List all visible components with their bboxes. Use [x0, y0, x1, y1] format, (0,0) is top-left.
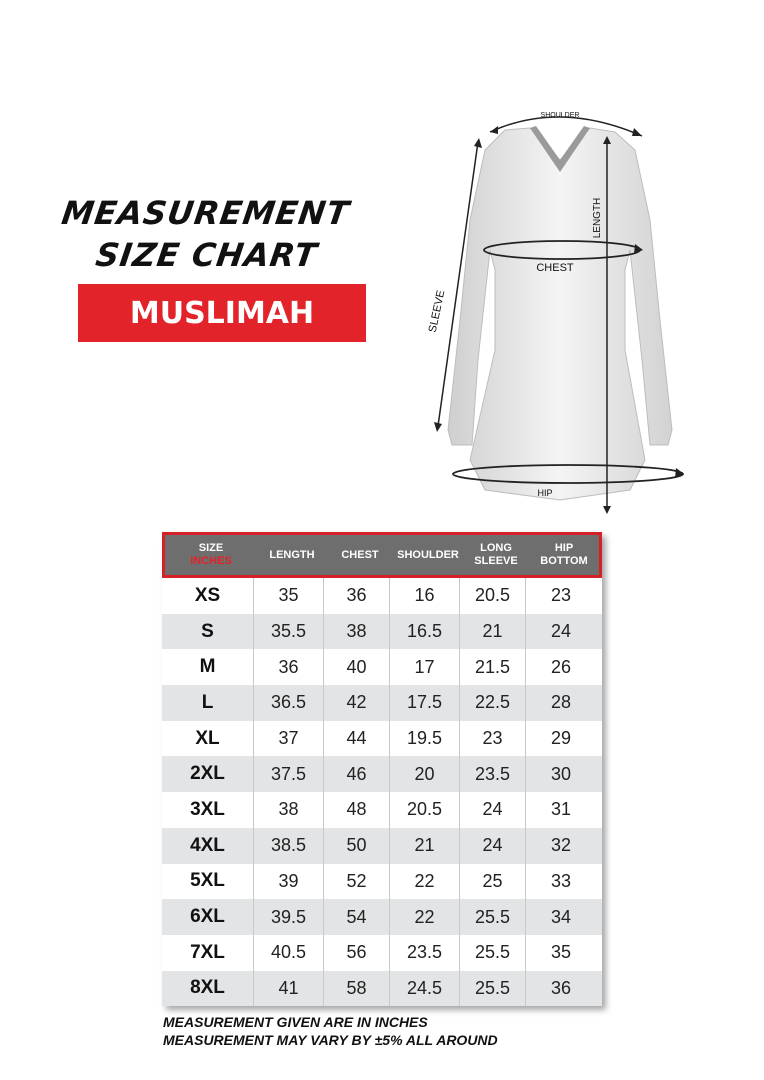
table-row — [162, 792, 602, 828]
header-size-label: SIZE — [198, 542, 224, 554]
cell-shoulder: 21 — [390, 828, 460, 864]
cell-length: 36.5 — [254, 685, 324, 721]
sleeve-label: SLEEVE — [426, 289, 448, 334]
header-chest: CHEST — [341, 548, 379, 561]
cell-shoulder: 24.5 — [390, 971, 460, 1007]
cell-shoulder: 20 — [390, 756, 460, 792]
cell-size: 5XL — [162, 864, 254, 900]
table-row — [162, 899, 602, 935]
cell-chest: 52 — [324, 864, 390, 900]
table-row — [162, 614, 602, 650]
header-inches-label: INCHES — [190, 555, 232, 567]
header-sleeve-label: SLEEVE — [474, 555, 518, 567]
cell-shoulder: 16.5 — [390, 614, 460, 650]
cell-size: M — [162, 649, 254, 685]
table-header — [162, 532, 602, 578]
cell-size: 6XL — [162, 899, 254, 935]
cell-chest: 46 — [324, 756, 390, 792]
chest-label: CHEST — [536, 262, 574, 274]
cell-shoulder: 23.5 — [390, 935, 460, 971]
cell-long-sleeve: 23.5 — [460, 756, 526, 792]
cell-hip-bottom: 32 — [550, 835, 572, 856]
cell-chest: 50 — [324, 828, 390, 864]
note-variance: MEASUREMENT MAY VARY BY ±5% ALL AROUND — [163, 1032, 498, 1048]
title-size-chart: SIZE CHART — [93, 236, 320, 274]
cell-chest: 36 — [324, 578, 390, 614]
cell-chest: 54 — [324, 899, 390, 935]
cell-hip-bottom: 29 — [550, 728, 572, 749]
header-length: LENGTH — [269, 548, 315, 561]
cell-hip-bottom: 26 — [550, 656, 572, 677]
cell-size: 8XL — [162, 971, 254, 1007]
cell-size: XL — [162, 721, 254, 757]
header-size — [165, 535, 257, 575]
header-long-sleeve — [463, 535, 529, 575]
cell-length: 39.5 — [254, 899, 324, 935]
table-row — [162, 971, 602, 1007]
category-badge: MUSLIMAH — [78, 284, 366, 342]
header-shoulder: SHOULDER — [397, 548, 459, 561]
cell-shoulder: 17.5 — [390, 685, 460, 721]
cell-chest: 44 — [324, 721, 390, 757]
garment-diagram — [410, 100, 710, 520]
cell-chest: 48 — [324, 792, 390, 828]
cell-long-sleeve: 25 — [460, 864, 526, 900]
table-body — [162, 578, 602, 1006]
cell-chest: 38 — [324, 614, 390, 650]
cell-length: 40.5 — [254, 935, 324, 971]
cell-hip-bottom: 30 — [550, 763, 572, 784]
title-measurement: MEASUREMENT — [59, 194, 352, 232]
cell-long-sleeve: 21 — [460, 614, 526, 650]
cell-shoulder: 19.5 — [390, 721, 460, 757]
cell-size: XS — [162, 578, 254, 614]
header-hip-bottom — [529, 535, 599, 575]
cell-length: 38 — [254, 792, 324, 828]
cell-long-sleeve: 25.5 — [460, 899, 526, 935]
dress-body-shape — [448, 128, 672, 500]
cell-length: 41 — [254, 971, 324, 1007]
table-row — [162, 578, 602, 614]
cell-shoulder: 22 — [390, 899, 460, 935]
cell-chest: 42 — [324, 685, 390, 721]
table-row — [162, 721, 602, 757]
header-hip-label: HIP — [554, 542, 574, 554]
table-row — [162, 864, 602, 900]
cell-shoulder: 20.5 — [390, 792, 460, 828]
cell-chest: 40 — [324, 649, 390, 685]
cell-long-sleeve: 21.5 — [460, 649, 526, 685]
cell-hip-bottom: 34 — [550, 906, 572, 927]
cell-size: L — [162, 685, 254, 721]
cell-length: 38.5 — [254, 828, 324, 864]
cell-long-sleeve: 24 — [460, 828, 526, 864]
cell-size: 4XL — [162, 828, 254, 864]
cell-length: 39 — [254, 864, 324, 900]
cell-long-sleeve: 25.5 — [460, 935, 526, 971]
cell-size: 3XL — [162, 792, 254, 828]
hip-label: HIP — [537, 488, 553, 498]
cell-long-sleeve: 23 — [460, 721, 526, 757]
cell-hip-bottom: 24 — [550, 621, 572, 642]
header-long-label: LONG — [480, 542, 512, 554]
cell-hip-bottom: 36 — [550, 977, 572, 998]
cell-shoulder: 16 — [390, 578, 460, 614]
length-label: LENGTH — [592, 197, 603, 239]
table-row — [162, 649, 602, 685]
header-bottom-label: BOTTOM — [540, 555, 588, 567]
table-row — [162, 685, 602, 721]
cell-long-sleeve: 25.5 — [460, 971, 526, 1007]
cell-length: 36 — [254, 649, 324, 685]
shoulder-label: SHOULDER — [540, 112, 580, 119]
table-row — [162, 935, 602, 971]
cell-hip-bottom: 28 — [550, 692, 572, 713]
cell-length: 37 — [254, 721, 324, 757]
cell-size: 7XL — [162, 935, 254, 971]
cell-size: 2XL — [162, 756, 254, 792]
table-row — [162, 828, 602, 864]
cell-shoulder: 17 — [390, 649, 460, 685]
cell-shoulder: 22 — [390, 864, 460, 900]
cell-length: 35 — [254, 578, 324, 614]
size-table — [162, 532, 602, 1006]
cell-length: 37.5 — [254, 756, 324, 792]
cell-hip-bottom: 23 — [550, 585, 572, 606]
cell-size: S — [162, 614, 254, 650]
table-row — [162, 756, 602, 792]
cell-length: 35.5 — [254, 614, 324, 650]
cell-long-sleeve: 24 — [460, 792, 526, 828]
cell-hip-bottom: 31 — [550, 799, 572, 820]
cell-chest: 56 — [324, 935, 390, 971]
note-units: MEASUREMENT GIVEN ARE IN INCHES — [163, 1014, 428, 1030]
cell-long-sleeve: 22.5 — [460, 685, 526, 721]
cell-chest: 58 — [324, 971, 390, 1007]
cell-long-sleeve: 20.5 — [460, 578, 526, 614]
cell-hip-bottom: 35 — [550, 942, 572, 963]
cell-hip-bottom: 33 — [550, 870, 572, 891]
